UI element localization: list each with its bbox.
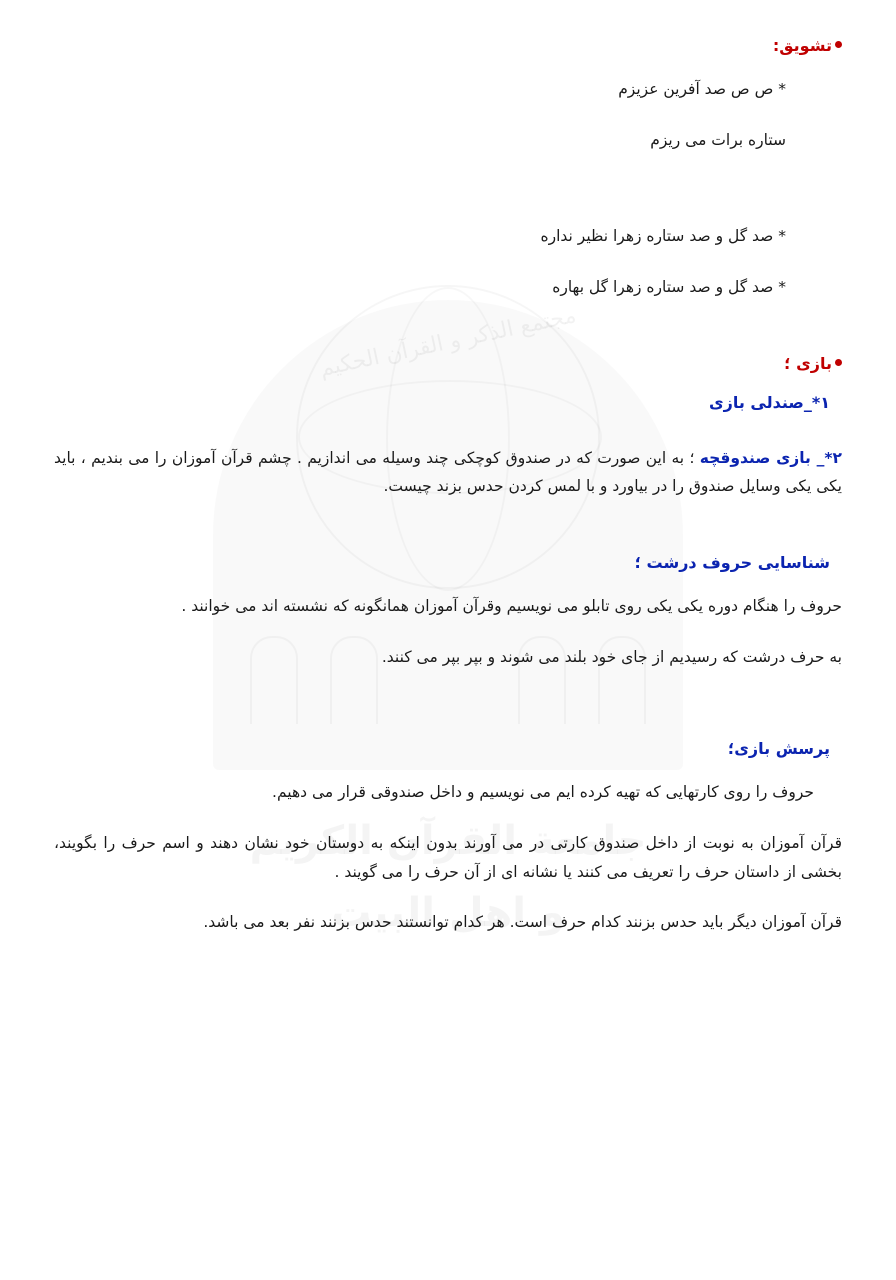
game-item-2-label: ۲*_ بازی صندوقچه (699, 448, 842, 467)
game-item-2-body: ؛ به این صورت که در صندوق کوچکی چند وسیله می اندازیم . چشم قرآن آموزان را می بندیم ، باید یکی یکی وسایل صندوق را در بیاورد و با لمس کردن حدس بزند چیست. (54, 448, 842, 496)
spacer-before-game (54, 324, 842, 354)
spacer-game-items (54, 432, 842, 444)
letter-recognition-line-1: حروف را هنگام دوره یکی یکی روی تابلو می نویسیم وقرآن آموزان همانگونه که نشسته اند می خوانند . (181, 597, 842, 616)
spacer-after-encouragement (54, 176, 842, 222)
question-game-line-2: قرآن آموزان به نوبت از داخل صندوق کارتی در می آورند بدون اینکه به دوستان خود نشان دهند و اسم حرف را بگویند، بخشی از داستان حرف را تعریف می کنند یا نشانه ای از آن حرف را می گویند . (54, 834, 842, 881)
bullet-dot-icon-game (835, 359, 842, 366)
encouragement2-line-2: * صد گل و صد ستاره زهرا گل بهاره (552, 278, 786, 297)
letter-recognition-line-2: به حرف درشت که رسیدیم از جای خود بلند می شوند و بپر بپر می کنند. (381, 647, 842, 666)
spacer-before-letter-recognition (54, 523, 842, 553)
section-heading-encouragement-text: تشویق: (772, 36, 832, 55)
game-item-2 (54, 444, 842, 501)
bullet-dot-icon (835, 41, 842, 48)
encouragement-line-2: ستاره برات می ریزم (650, 130, 786, 149)
game-item-1-label: ۱*_صندلی بازی (708, 392, 830, 412)
section-heading-game (54, 354, 842, 373)
section-heading-game-text: بازی ؛ (784, 353, 832, 373)
question-game-line-1: حروف را روی کارتهایی که تهیه کرده ایم می نویسیم و داخل صندوقی قرار می دهیم. (272, 783, 814, 802)
section-heading-encouragement (54, 36, 842, 55)
section-heading-question-game: پرسش بازی؛ (727, 739, 830, 759)
watermark-arc-text: مجتمع الذكر و القرآن الحكيم (317, 303, 579, 382)
encouragement-line-1: * ص ص صد آفرین عزیزم (618, 80, 786, 98)
question-game-line-3: قرآن آموزان دیگر باید حدس بزنند کدام حرف است. هر کدام توانستند حدس بزنند نفر بعد می باشد. (203, 913, 842, 932)
spacer-before-question-game (54, 693, 842, 739)
encouragement2-line-1: * صد گل و صد ستاره زهرا نظیر نداره (540, 227, 786, 246)
section-heading-letter-recognition: شناسایی حروف درشت ؛ (634, 553, 830, 573)
